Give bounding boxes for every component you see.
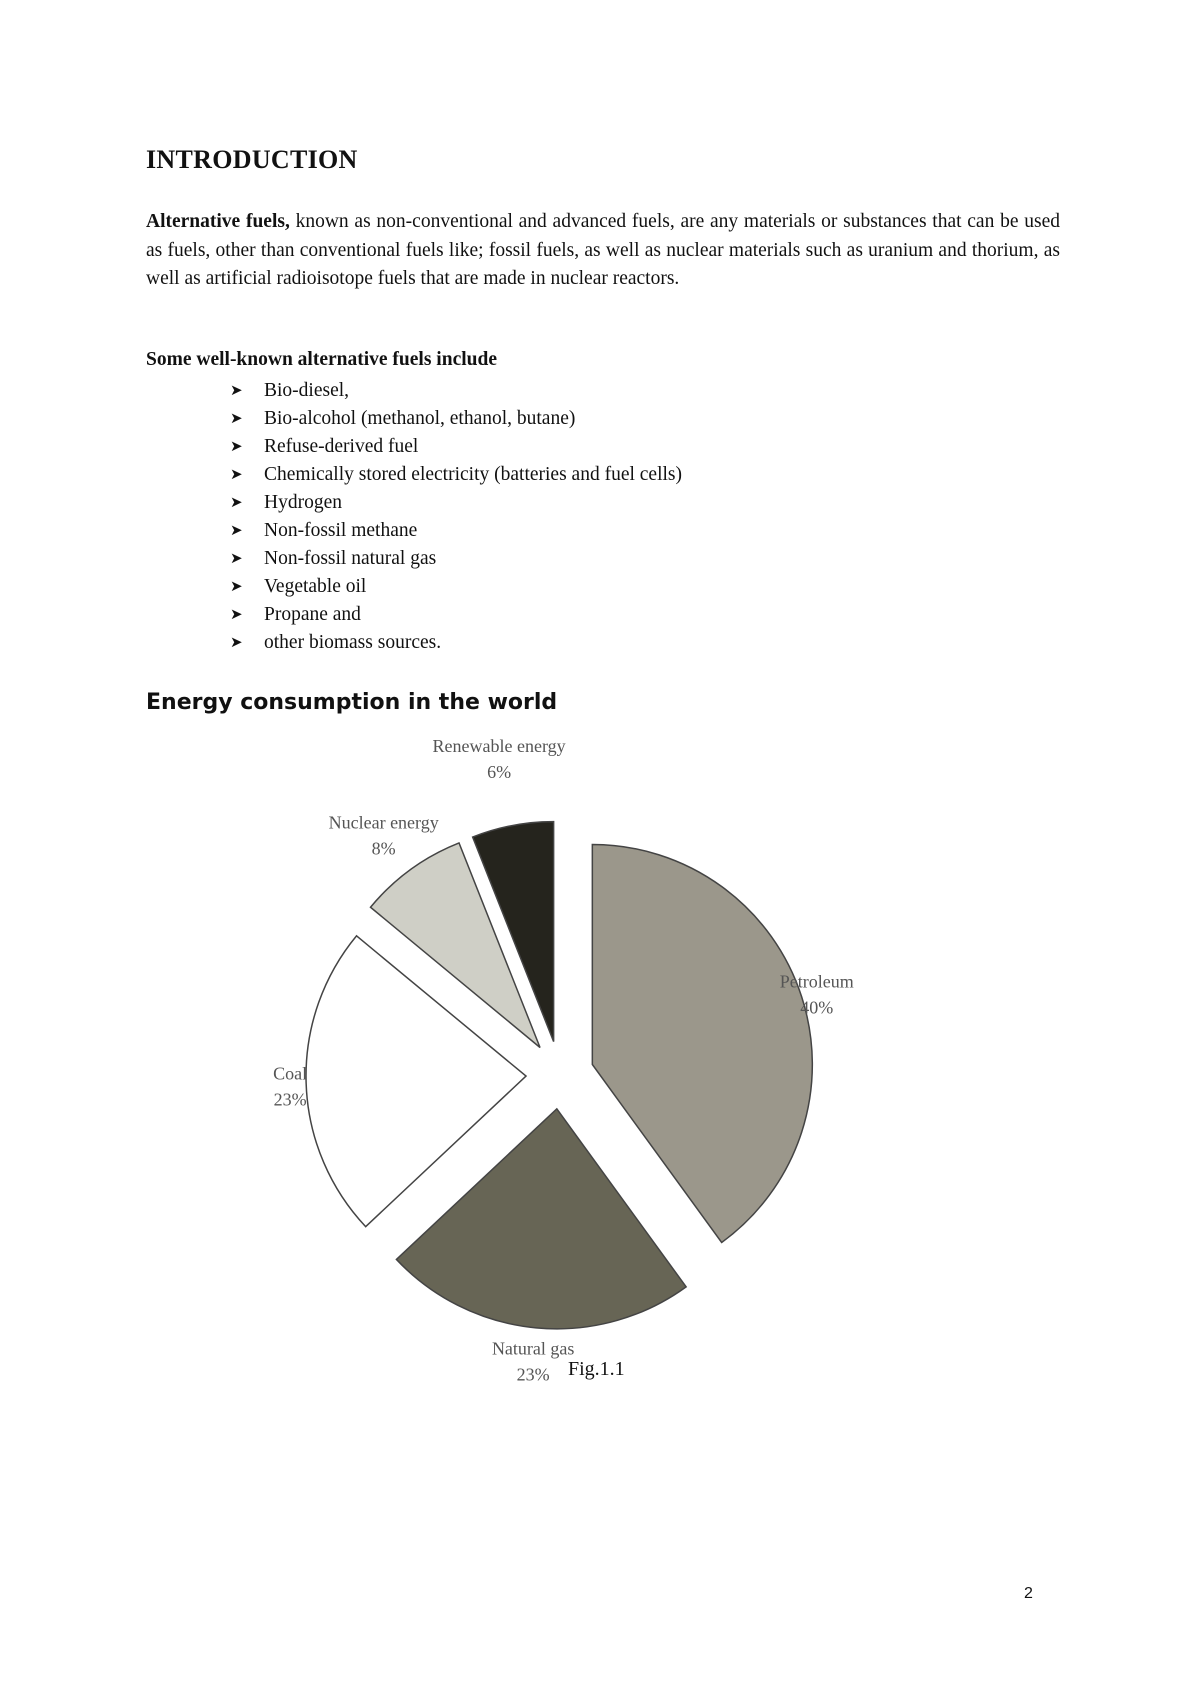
intro-lead-term: Alternative fuels, [146,211,290,232]
intro-body-text: known as non-conventional and advanced fuels, are any materials or substances that can be used as fuels, other than conventional fuels like; fossil fuels, as well as nuclear materials such as uranium and thorium, as well as artificial radioisotope fuels that are made in nuclear reactors. [146,211,1060,289]
arrow-bullet-icon: ➤ [230,495,243,511]
slice-name-label: Coal [273,1063,308,1084]
list-item-text: Non-fossil natural gas [264,548,437,569]
section-title: Energy consumption in the world [146,690,558,715]
slice-percent-label: 8% [371,838,396,859]
list-item [230,461,682,489]
page-number: 2 [1024,1585,1033,1602]
arrow-bullet-icon: ➤ [230,551,243,567]
list-item [230,629,682,657]
list-item-text: Vegetable oil [264,576,367,597]
figure-caption: Fig.1.1 [568,1358,625,1380]
list-item-text: other biomass sources. [264,632,442,653]
slice-name-label: Natural gas [491,1338,575,1359]
arrow-bullet-icon: ➤ [230,607,243,623]
list-item [230,405,682,433]
slice-percent-label: 23% [273,1089,307,1110]
arrow-bullet-icon: ➤ [230,467,243,483]
list-item [230,573,682,601]
arrow-bullet-icon: ➤ [230,579,243,595]
list-item [230,517,682,545]
list-item-text: Bio-alcohol (methanol, ethanol, butane) [264,408,576,429]
intro-paragraph [146,208,1060,294]
list-item [230,377,682,405]
slice-percent-label: 40% [800,997,834,1018]
fuel-list [230,377,682,657]
arrow-bullet-icon: ➤ [230,439,243,455]
page-heading: INTRODUCTION [146,145,358,174]
list-item-text: Bio-diesel, [264,380,350,401]
list-item [230,433,682,461]
list-item [230,601,682,629]
slice-name-label: Nuclear energy [328,812,439,833]
list-title: Some well-known alternative fuels include [146,349,497,370]
arrow-bullet-icon: ➤ [230,383,243,399]
list-item-text: Chemically stored electricity (batteries and fuel cells) [264,464,682,485]
pie-slice-petroleum [592,844,812,1242]
arrow-bullet-icon: ➤ [230,523,243,539]
arrow-bullet-icon: ➤ [230,411,243,427]
arrow-bullet-icon: ➤ [230,635,243,651]
list-item-text: Hydrogen [264,492,342,513]
list-item-text: Refuse-derived fuel [264,436,419,457]
list-item-text: Non-fossil methane [264,520,418,541]
slice-name-label: Petroleum [779,971,854,992]
slice-percent-label: 23% [516,1364,550,1385]
list-item-text: Propane and [264,604,361,625]
list-item [230,545,682,573]
slice-percent-label: 6% [487,761,512,782]
list-item [230,489,682,517]
slice-name-label: Renewable energy [432,735,566,756]
